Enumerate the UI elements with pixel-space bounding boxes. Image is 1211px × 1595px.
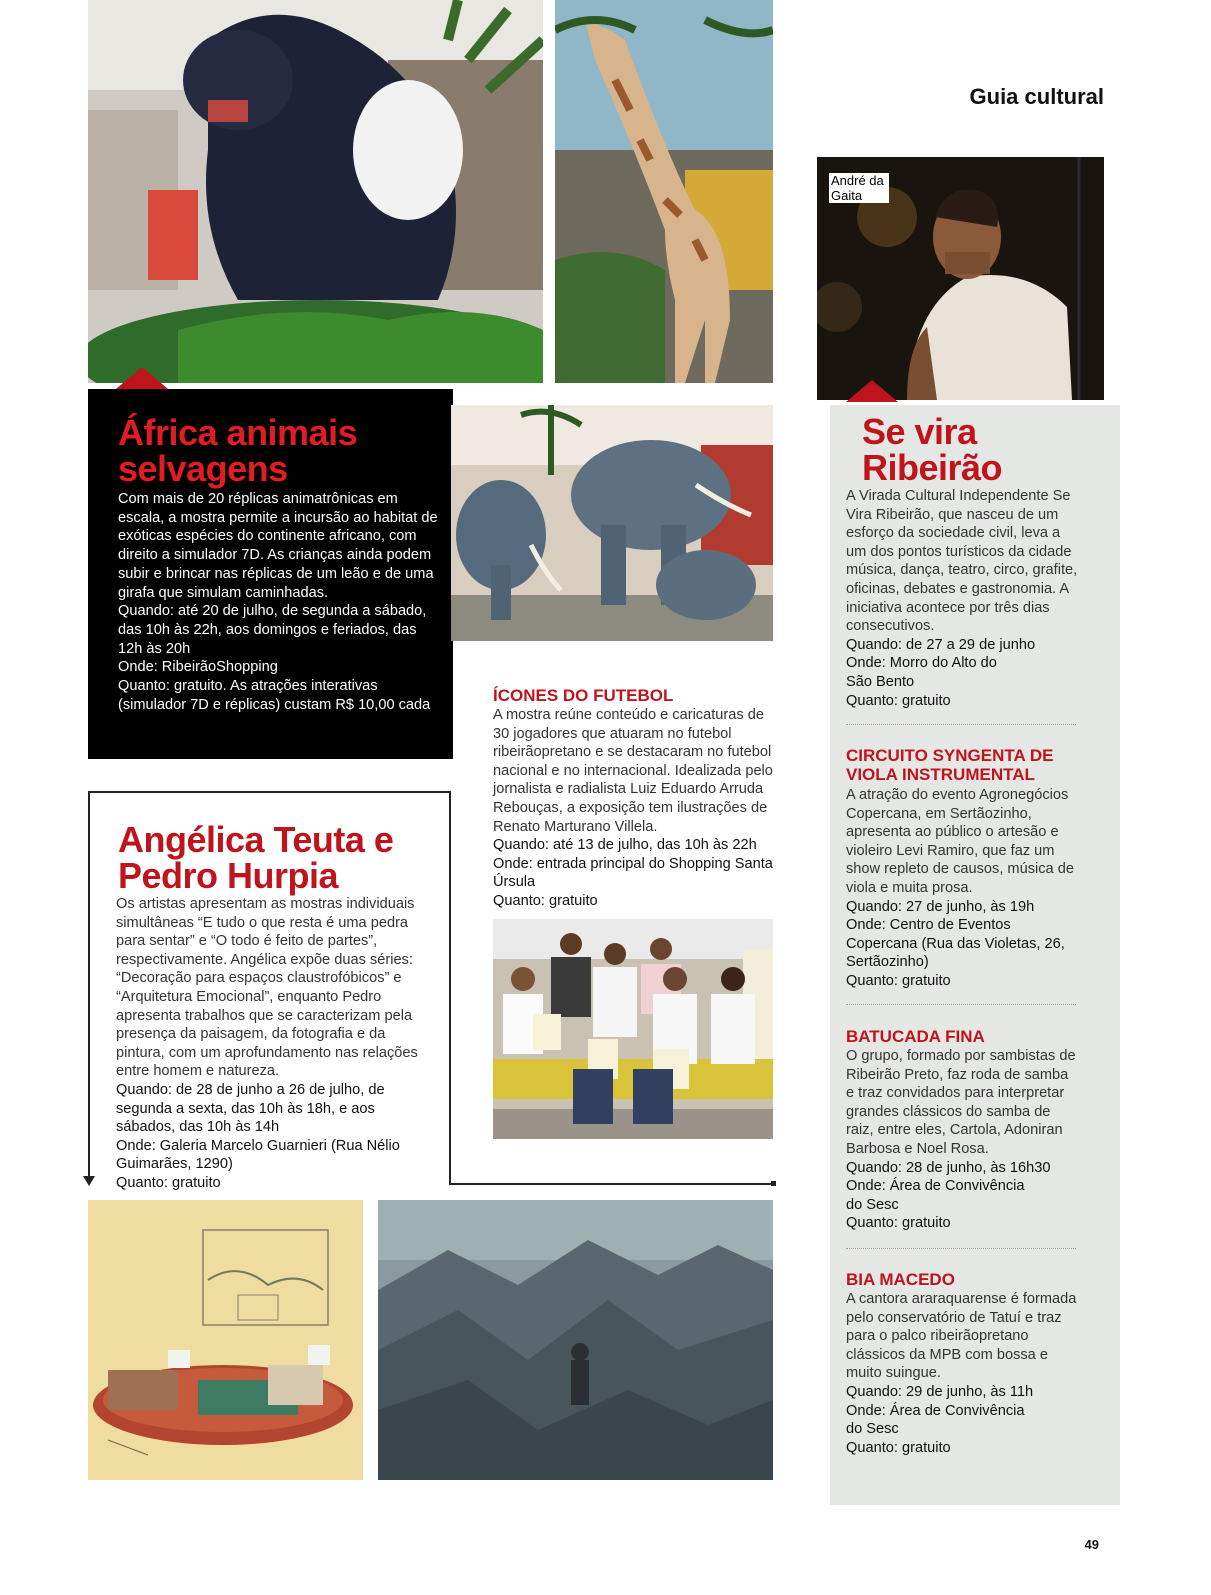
batucada-body (846, 1047, 1078, 1233)
bia-price: Quanto: gratuito (846, 1439, 951, 1456)
divider (846, 724, 1076, 725)
angelica-frame-left (88, 791, 90, 1177)
bia-when: Quando: 29 de junho, às 11h (846, 1383, 1034, 1400)
batucada-price: Quanto: gratuito (846, 1215, 951, 1232)
angelica-description: Os artistas apresentam as mostras individuais simultâneas “E tudo o que resta é uma pedra para sentar” e “O todo é feito de partes”, respectivamente. Angélica expõe duas séries: “Decoração para espaços claustrofóbicos” e “Arquitetura Emocional”, enquanto Pedro apresenta trabalhos que se caracterizam pela presença da paisagem, da fotografia e da pintura, com um aprofundamento nas relações entre homem e natureza. (116, 896, 418, 1080)
icones-when: Quando: até 13 de julho, das 10h às 22h (493, 837, 757, 854)
bia-title: BIA MACEDO (846, 1270, 955, 1289)
circuito-body (846, 786, 1078, 991)
sevira-price: Quanto: gratuito (846, 692, 951, 709)
batucada-when: Quando: 28 de junho, às 16h30 (846, 1159, 1051, 1176)
bia-body (846, 1290, 1078, 1457)
sevira-title: Se vira Ribeirão (862, 411, 1003, 488)
africa-description: Com mais de 20 réplicas animatrônicas em escala, a mostra permite a incursão ao habitat de exóticas espécies do continente africano, com direito a simulador 7D. As crianças ainda podem subir e brincar nas réplicas de um leão e de uma girafa que simulam caminhadas. (118, 491, 438, 601)
africa-where: Onde: RibeirãoShopping (118, 659, 278, 676)
icones-description: A mostra reúne conteúdo e caricaturas de 30 jogadores que atuaram no futebol ribeirãopretano e se destacaram no futebol nacional e no internacional. Idealizada pelo jornalista e radialista Luiz Eduardo Arruda Rebouças, a exposição tem ilustrações de Renato Marturano Villela. (493, 707, 773, 835)
divider (846, 1004, 1076, 1005)
group-photo (493, 919, 773, 1139)
section-label: Guia cultural (969, 84, 1104, 109)
sevira-body (846, 487, 1078, 710)
batucada-description: O grupo, formado por sambistas de Ribeirão Preto, faz roda de samba e traz convidados para interpretar grandes clássicos do samba de raiz, entre eles, Cartola, Adoniran Barbosa e Noel Rosa. (846, 1048, 1076, 1157)
elephant-photo (451, 405, 773, 641)
africa-title: África animais selvagens (118, 412, 358, 489)
bia-description: A cantora araraquarense é formada pelo conservatório de Tatuí e traz para o palco ribeirãopretano clássicos da MPB com bossa e muito suingue. (846, 1291, 1077, 1382)
angelica-frame-bottom (449, 1183, 774, 1185)
angelica-frame-right (449, 791, 451, 1184)
sevira-when: Quando: de 27 a 29 de junho (846, 636, 1036, 653)
circuito-description: A atração do evento Agronegócios Copercana, em Sertãozinho, apresenta ao público o artesão e violeiro Levi Ramiro, que faz um show repleto de causos, música de viola e muita prosa. (846, 787, 1074, 896)
photo-caption: André da Gaita (829, 173, 889, 203)
artwork-drawing-photo (88, 1200, 363, 1480)
angelica-title: Angélica Teuta e Pedro Hurpia (118, 819, 394, 896)
angelica-where: Onde: Galeria Marcelo Guarnieri (Rua Nélio Guimarães, 1290) (116, 1137, 400, 1173)
africa-body (118, 490, 443, 714)
sevira-description: A Virada Cultural Independente Se Vira Ribeirão, que nasceu de um esforço da sociedade civil, leva a um dos pontos turísticos da cidade música, dança, teatro, circo, grafite, oficinas, debates e gastronomia. A iniciativa acontece por três dias consecutivos. (846, 488, 1078, 635)
circuito-title: CIRCUITO SYNGENTA DE VIOLA INSTRUMENTAL (846, 746, 1054, 784)
africa-arrow-tab (116, 367, 168, 389)
africa-when: Quando: até 20 de julho, de segunda a sábado, das 10h às 22h, aos domingos e feriados, das 12h às 20h (118, 603, 427, 657)
angelica-frame-dot (771, 1181, 776, 1186)
gorilla-photo (88, 0, 543, 383)
angelica-frame-arrow (83, 1176, 95, 1186)
sevira-where: Onde: Morro do Alto do São Bento (846, 655, 997, 690)
giraffe-photo (555, 0, 773, 383)
icones-title: ÍCONES DO FUTEBOL (493, 686, 674, 705)
angelica-body (116, 895, 428, 1193)
mountain-painting-photo (378, 1200, 773, 1480)
circuito-price: Quanto: gratuito (846, 972, 951, 989)
circuito-when: Quando: 27 de junho, às 19h (846, 898, 1035, 915)
icones-where: Onde: entrada principal do Shopping Santa Úrsula (493, 855, 773, 891)
angelica-when: Quando: de 28 de junho a 26 de julho, de segunda a sexta, das 10h às 18h, e aos sábados, das 10h às 14h (116, 1081, 385, 1136)
batucada-where: Onde: Área de Convivência do Sesc (846, 1178, 1025, 1213)
divider (846, 1248, 1076, 1249)
sevira-arrow-tab (846, 380, 898, 402)
circuito-where: Onde: Centro de Eventos Copercana (Rua das Violetas, 26, Sertãozinho) (846, 917, 1065, 971)
bia-where: Onde: Área de Convivência do Sesc (846, 1402, 1025, 1438)
icones-price: Quanto: gratuito (493, 892, 598, 909)
angelica-price: Quanto: gratuito (116, 1174, 221, 1191)
africa-price: Quanto: gratuito. As atrações interativas (simulador 7D e réplicas) custam R$ 10,00 cada (118, 678, 431, 713)
icones-body (493, 706, 775, 911)
page-number: 49 (1084, 1537, 1099, 1552)
batucada-title: BATUCADA FINA (846, 1027, 985, 1046)
angelica-frame-top (88, 791, 450, 793)
